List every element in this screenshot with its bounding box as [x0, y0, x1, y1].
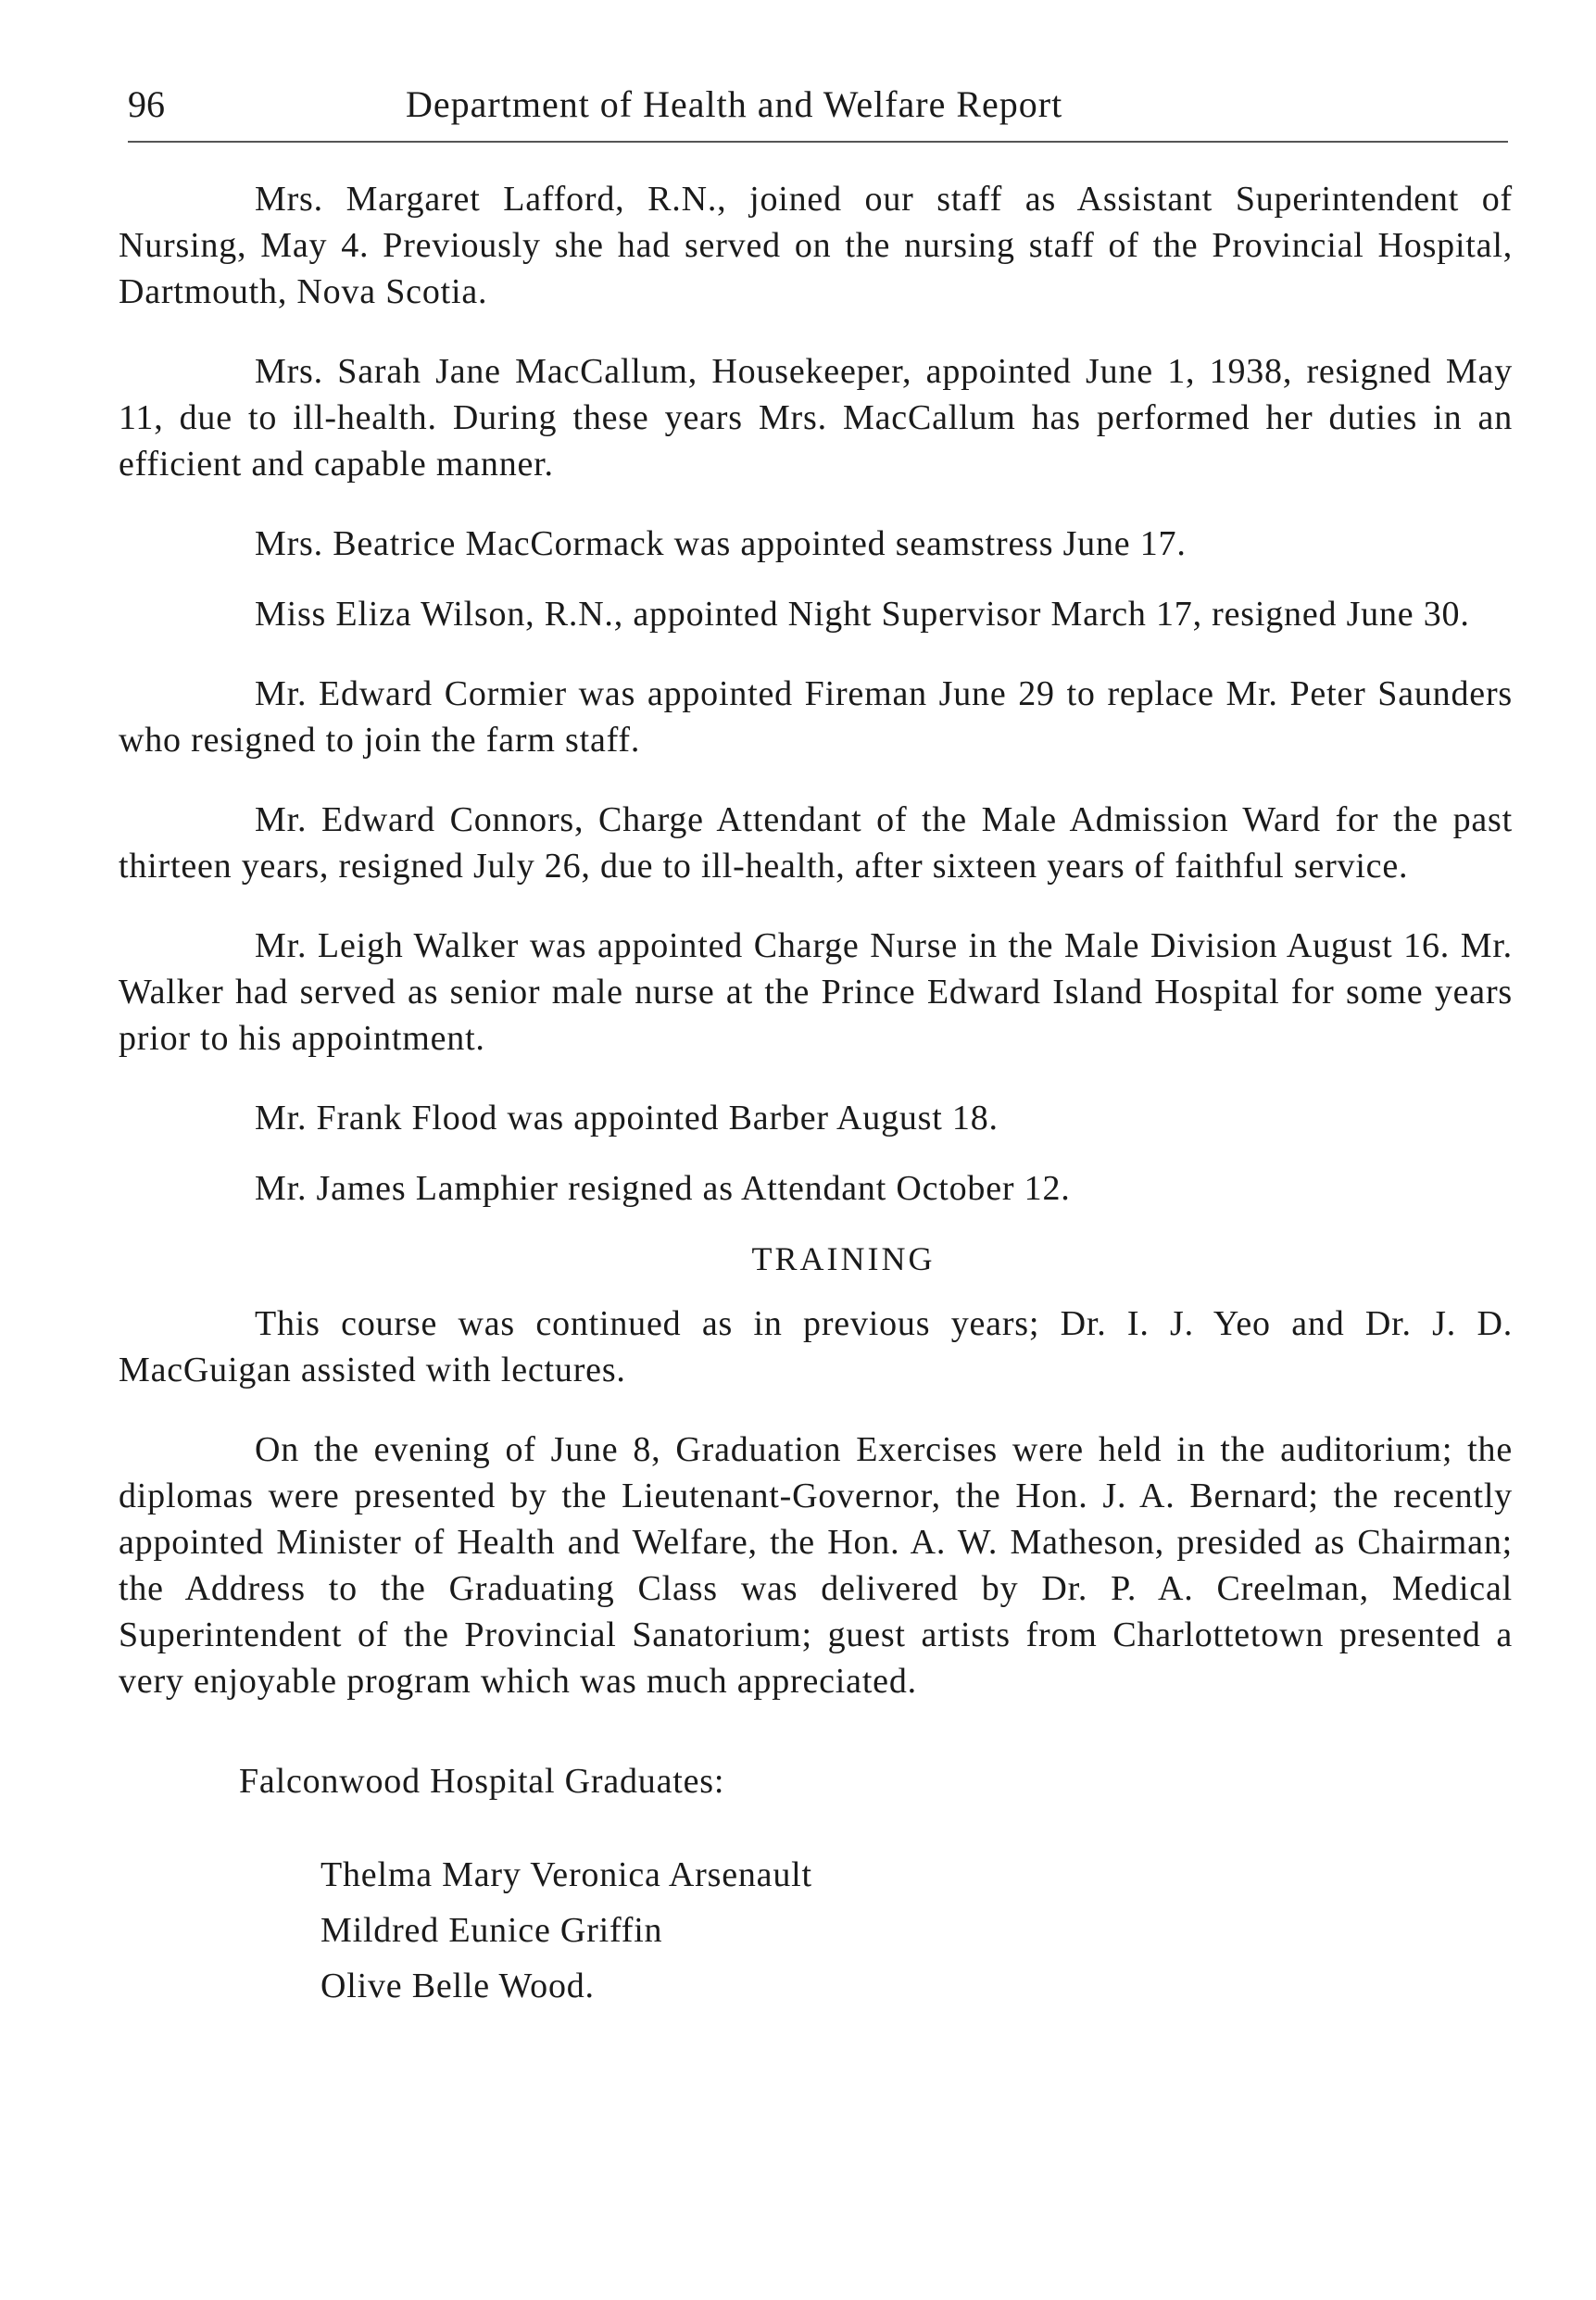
body-text [119, 176, 1513, 2014]
paragraph-wilson: Miss Eliza Wilson, R.N., appointed Night Supervisor March 17, resigned June 30. [255, 595, 1470, 634]
list-item: Mildred Eunice Griffin [320, 1911, 663, 1950]
paragraph-lafford: Mrs. Margaret Lafford, R.N., joined our staff as Assistant Superintendent of Nursing, May 4. Previously she had served on the nursing staff of the Provincial Hospital, Dartmouth, Nova Scotia. [119, 180, 1513, 311]
paragraph-flood: Mr. Frank Flood was appointed Barber August 18. [255, 1099, 999, 1137]
graduates-list [119, 1847, 1513, 2014]
paragraph-maccallum: Mrs. Sarah Jane MacCallum, Housekeeper, appointed June 1, 1938, resigned May 11, due to ill-health. During these years Mrs. MacCallum has performed her duties in an efficient and capable manner. [119, 352, 1513, 484]
paragraph-graduation-exercises: On the evening of June 8, Graduation Exercises were held in the auditorium; the diplomas were presented by the Lieutenant-Governor, the Hon. J. A. Bernard; the recently appointed Minister of Health and Welfare, the Hon. A. W. Matheson, presided as Chairman; the Address to the Graduating Class was delivered by Dr. P. A. Creelman, Medical Superintendent of the Provincial Sanatorium; guest artists from Charlottetown presented a very enjoyable program which was much appreciated. [119, 1430, 1513, 1701]
section-heading-training: TRAINING [751, 1240, 936, 1277]
paragraph-lamphier: Mr. James Lamphier resigned as Attendant October 12. [255, 1169, 1071, 1208]
page-header [128, 82, 1508, 143]
list-item: Thelma Mary Veronica Arsenault [320, 1855, 812, 1894]
graduates-intro: Falconwood Hospital Graduates: [239, 1762, 725, 1801]
paragraph-connors: Mr. Edward Connors, Charge Attendant of the Male Admission Ward for the past thirteen years, resigned July 26, due to ill-health, after sixteen years of faithful service. [119, 800, 1513, 886]
running-title: Department of Health and Welfare Report [406, 83, 1063, 125]
list-item: Olive Belle Wood. [320, 1967, 595, 2005]
paragraph-maccormack: Mrs. Beatrice MacCormack was appointed seamstress June 17. [255, 524, 1187, 563]
paragraph-walker: Mr. Leigh Walker was appointed Charge Nurse in the Male Division August 16. Mr. Walker had served as senior male nurse at the Prince Edward Island Hospital for some years prior to his appointment. [119, 926, 1513, 1058]
paragraph-training-course: This course was continued as in previous years; Dr. I. J. Yeo and Dr. J. D. MacGuigan assisted with lectures. [119, 1304, 1513, 1389]
paragraph-cormier: Mr. Edward Cormier was appointed Fireman June 29 to replace Mr. Peter Saunders who resigned to join the farm staff. [119, 674, 1513, 760]
page-number: 96 [128, 83, 165, 125]
